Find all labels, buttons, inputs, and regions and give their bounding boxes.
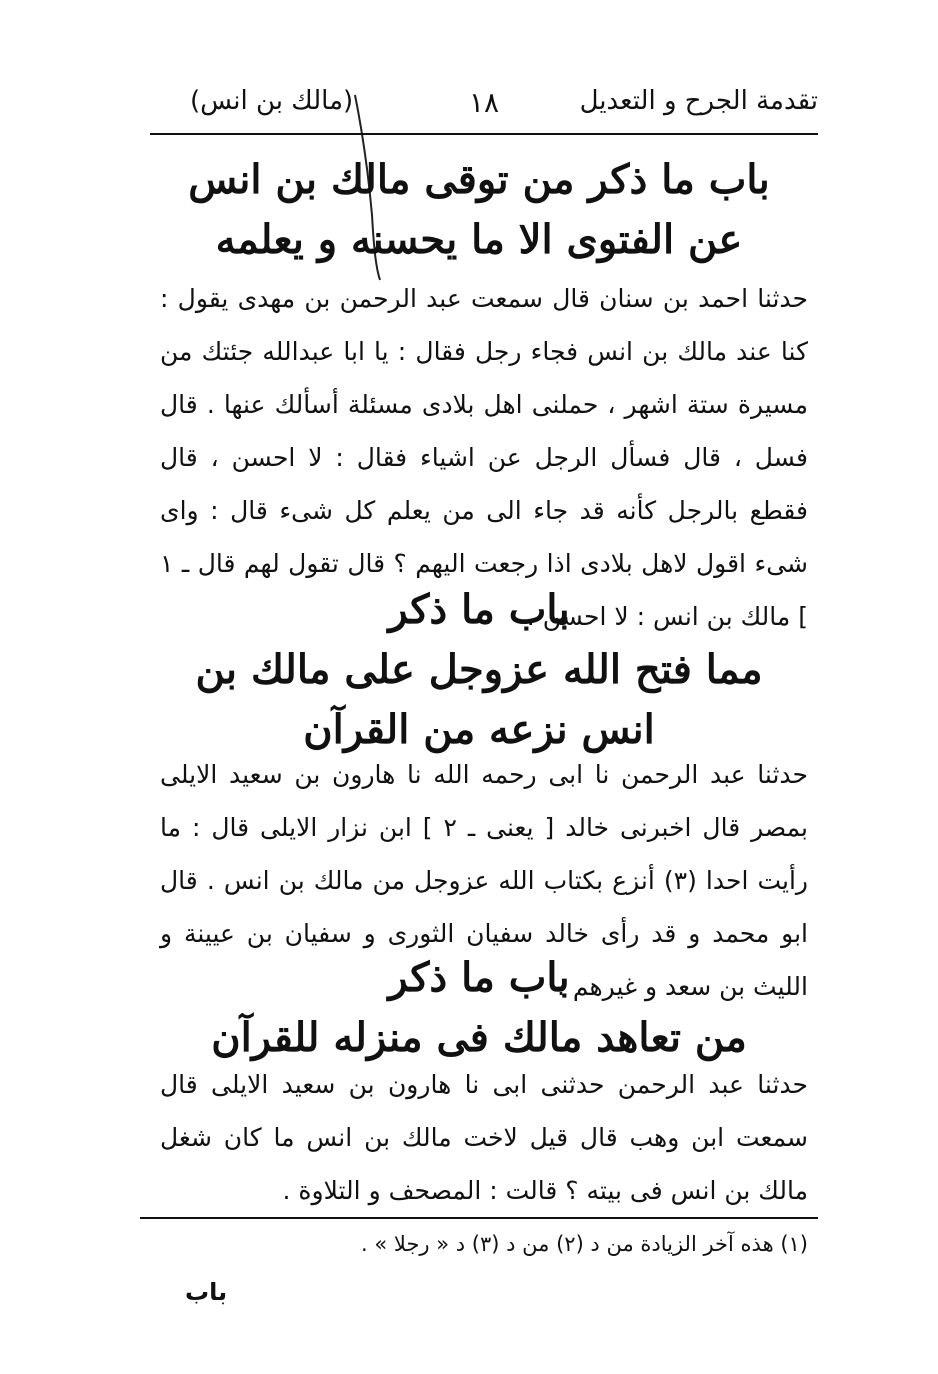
heading-line: باب ما ذكر [388,586,570,633]
header-book-title: تقدمة الجرح و التعديل [579,86,818,116]
heading-line: باب ما ذكر [388,954,570,1001]
heading-line: عن الفتوى الا ما يحسنه و يعلمه [215,216,743,263]
section-2-heading [150,580,808,760]
heading-line: مما فتح الله عزوجل على مالك بن [195,646,763,693]
header-section-name: (مالك بن انس) [190,86,354,116]
section-3-heading [150,948,808,1068]
running-header [150,78,818,128]
footnote: (١) هذه آخر الزيادة من د (٢) من د (٣) د « رجلا » . [361,1232,808,1256]
heading-line: باب ما ذكر من توقى مالك بن انس [188,156,770,203]
section-3-paragraph: حدثنا عبد الرحمن حدثنى ابى نا هارون بن سعيد الايلى قال سمعت ابن وهب قال قيل لاخت مالك بن انس ما كان شغل مالك بن انس فى بيته ؟ قالت : المصحف و التلاوة . [160,1070,808,1205]
heading-line: من تعاهد مالك فى منزله للقرآن [211,1014,747,1061]
heading-line: انس نزعه من القرآن [303,706,655,753]
footnote-rule [140,1217,818,1219]
section-1-heading [150,150,808,270]
header-rule [150,133,818,135]
page-number: ١٨ [468,86,500,119]
section-1-paragraph: حدثنا احمد بن سنان قال سمعت عبد الرحمن بن مهدى يقول : كنا عند مالك بن انس فجاء رجل فقال : يا ابا عبدالله جئتك من مسيرة ستة اشهر ، حملنى اهل بلادى مسئلة أسألك عنها . قال فسل ، قال فسأل الرجل عن اشياء فقال : لا احسن ، قال فقطع بالرجل كأنه قد جاء الى من يعلم كل شىء قال : واى شىء اقول لاهل بلادى اذا رجعت اليهم ؟ قال تقول لهم قال ـ ١ ] مالك بن انس : لا احسن . [160,284,808,631]
section-2-paragraph: حدثنا عبد الرحمن نا ابى رحمه الله نا هارون بن سعيد الايلى بمصر قال اخبرنى خالد [ يعنى ـ ٢ ] ابن نزار الايلى قال : ما رأيت احدا (٣) أنزع بكتاب الله عزوجل من مالك بن انس . قال ابو محمد و قد رأى خالد سفيان الثورى و سفيان بن عيينة و الليث بن سعد و غيرهم . [160,760,808,1001]
catchword: باب [185,1278,228,1306]
